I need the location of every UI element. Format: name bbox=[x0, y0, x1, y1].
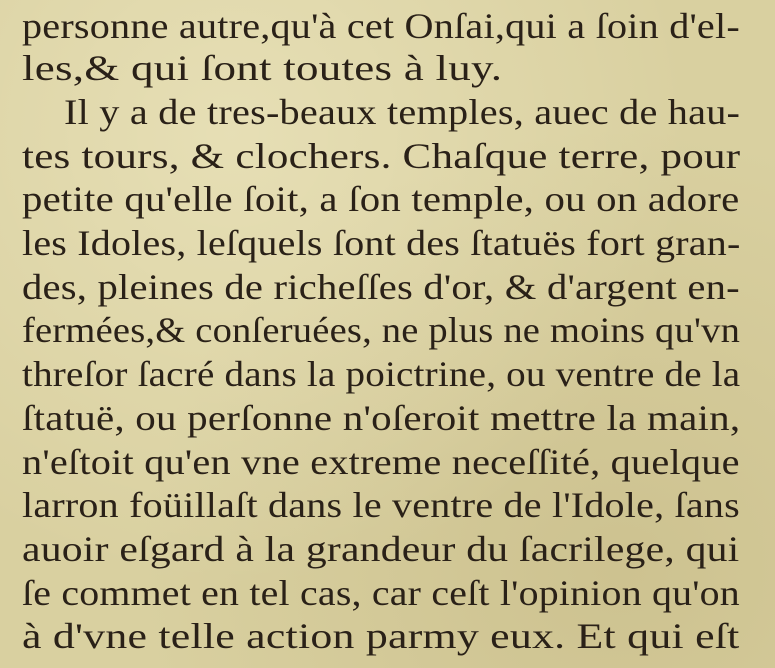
text-line-9: threſor ſacré dans la poictrine, ou ventre de la bbox=[22, 354, 741, 394]
text-line-4: tes tours, & clochers. Chaſque terre, pour bbox=[22, 136, 741, 176]
text-line-15: à d'vne telle action parmy eux. Et qui eſt bbox=[22, 616, 740, 656]
text-line-7: des, pleines de richeſſes d'or, & d'argent en- bbox=[22, 267, 740, 307]
text-line-13: auoir eſgard à la grandeur du ſacrilege, qui bbox=[22, 529, 740, 569]
text-line-6: les Idoles, leſquels ſont des ſtatuës fort gran- bbox=[22, 223, 741, 263]
text-line-3: Il y a de tres-beaux temples, auec de hau- bbox=[64, 92, 741, 132]
text-line-5: petite qu'elle ſoit, a ſon temple, ou on adore bbox=[22, 179, 740, 219]
text-line-2: les,& qui ſont toutes à luy. bbox=[22, 48, 503, 88]
text-line-11: n'eſtoit qu'en vne extreme neceſſité, quelque bbox=[22, 442, 740, 482]
text-line-12: larron foüillaſt dans le ventre de l'Idole, ſans bbox=[22, 485, 740, 525]
text-line-1: personne autre,qu'à cet Onſai,qui a ſoin d'el- bbox=[22, 6, 740, 46]
text-line-14: ſe commet en tel cas, car ceſt l'opinion qu'on bbox=[22, 573, 740, 613]
text-line-10: ſtatuë, ou perſonne n'oſeroit mettre la main, bbox=[22, 398, 741, 438]
text-line-8: fermées,& conſeruées, ne plus ne moins qu'vn bbox=[22, 310, 741, 350]
